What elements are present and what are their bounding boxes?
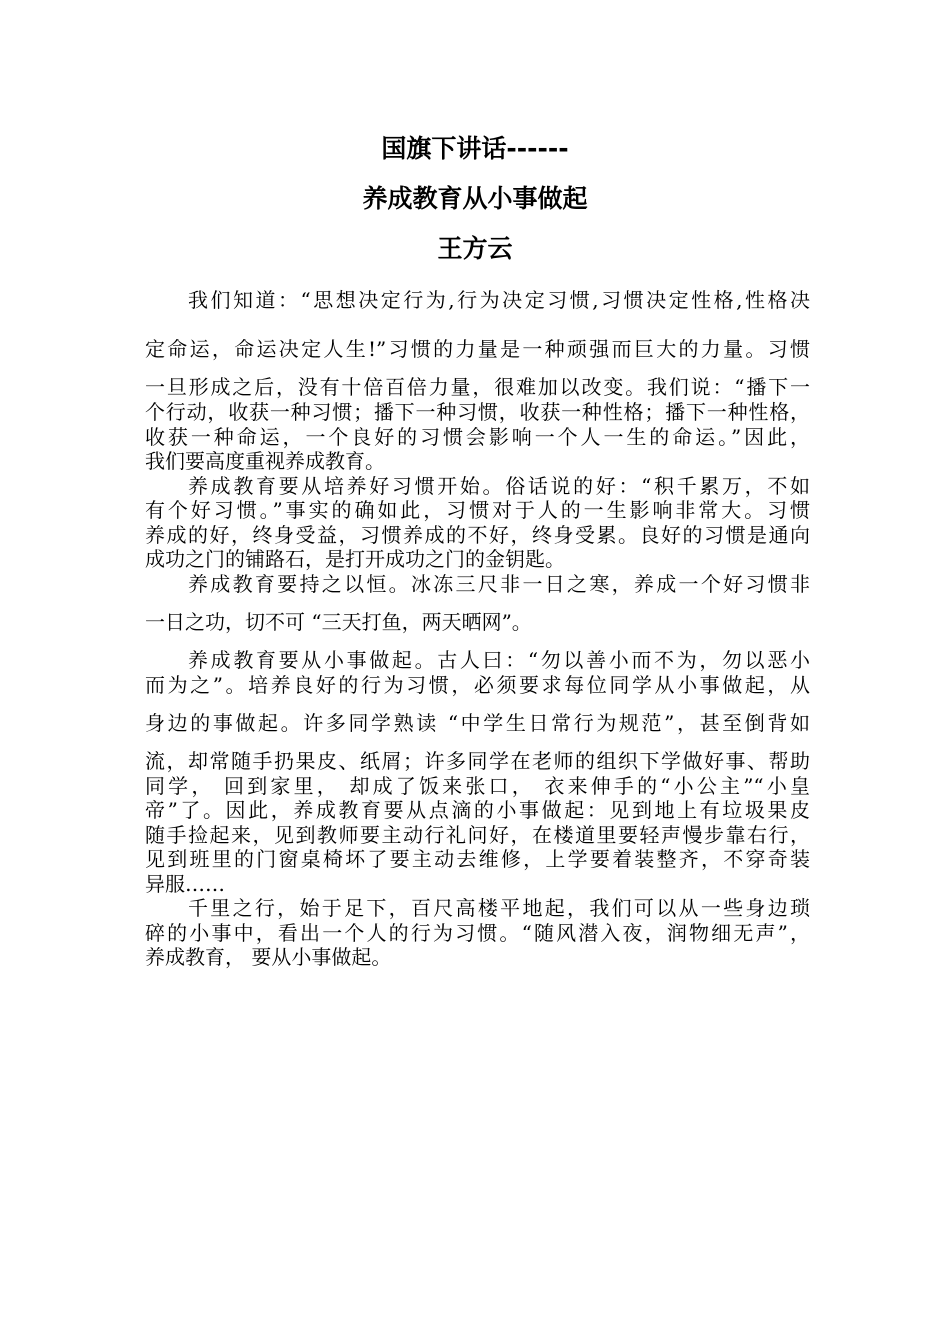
body-line: 个行动，收获一种习惯；播下一种习惯，收获一种性格；播下一种性格，	[145, 400, 810, 424]
body-line: 养成教育， 要从小事做起。	[145, 945, 392, 969]
body-line: 养成的好，终身受益，习惯养成的不好，终身受累。良好的习惯是通向	[145, 523, 810, 547]
body-line: 身边的事做起。许多同学熟读 “中学生日常行为规范”，甚至倒背如	[145, 711, 810, 735]
body-line: 同学， 回到家里， 却成了饭来张口， 衣来伸手的“小公主”“小皇	[145, 774, 810, 798]
body-line: 我们要高度重视养成教育。	[145, 449, 385, 473]
author-name: 王方云	[437, 234, 513, 263]
body-line: 帝”了。因此，养成教育要从点滴的小事做起：见到地上有垃圾果皮	[145, 798, 810, 822]
body-line: 养成教育要从培养好习惯开始。俗话说的好：“积千累万，不如	[188, 474, 810, 498]
body-line: 流，却常随手扔果皮、纸屑；许多同学在老师的组织下学做好事、帮助	[145, 749, 810, 773]
body-line: 我们知道：“思想决定行为,行为决定习惯,习惯决定性格,性格决	[188, 288, 810, 312]
page-subtitle: 养成教育从小事做起	[362, 184, 588, 213]
body-line: 一旦形成之后，没有十倍百倍力量，很难加以改变。我们说：“播下一	[145, 375, 810, 399]
body-line: 随手捡起来，见到教师要主动行礼问好，在楼道里要轻声慢步靠右行，	[145, 823, 810, 847]
body-line: 定命运，命运决定人生!”习惯的力量是一种顽强而巨大的力量。习惯	[145, 337, 810, 361]
page-title: 国旗下讲话------	[381, 134, 569, 163]
body-line: 异服……	[145, 872, 225, 896]
body-line: 成功之门的铺路石，是打开成功之门的金钥匙。	[145, 547, 565, 571]
body-line: 而为之”。培养良好的行为习惯，必须要求每位同学从小事做起，从	[145, 673, 810, 697]
body-line: 一日之功，切不可 “三天打鱼，两天晒网”。	[145, 610, 532, 634]
body-line: 见到班里的门窗桌椅坏了要主动去维修，上学要着装整齐，不穿奇装	[145, 847, 810, 871]
body-line: 收获一种命运，一个良好的习惯会影响一个人一生的命运。”因此，	[145, 425, 810, 449]
body-line: 养成教育要持之以恒。冰冻三尺非一日之寒，养成一个好习惯非	[188, 572, 810, 596]
body-line: 千里之行，始于足下，百尺高楼平地起，我们可以从一些身边琐	[188, 896, 810, 920]
body-line: 有个好习惯。”事实的确如此，习惯对于人的一生影响非常大。习惯	[145, 498, 810, 522]
body-line: 碎的小事中，看出一个人的行为习惯。“随风潜入夜，润物细无声”，	[145, 921, 810, 945]
body-line: 养成教育要从小事做起。古人曰：“勿以善小而不为，勿以恶小	[188, 648, 810, 672]
